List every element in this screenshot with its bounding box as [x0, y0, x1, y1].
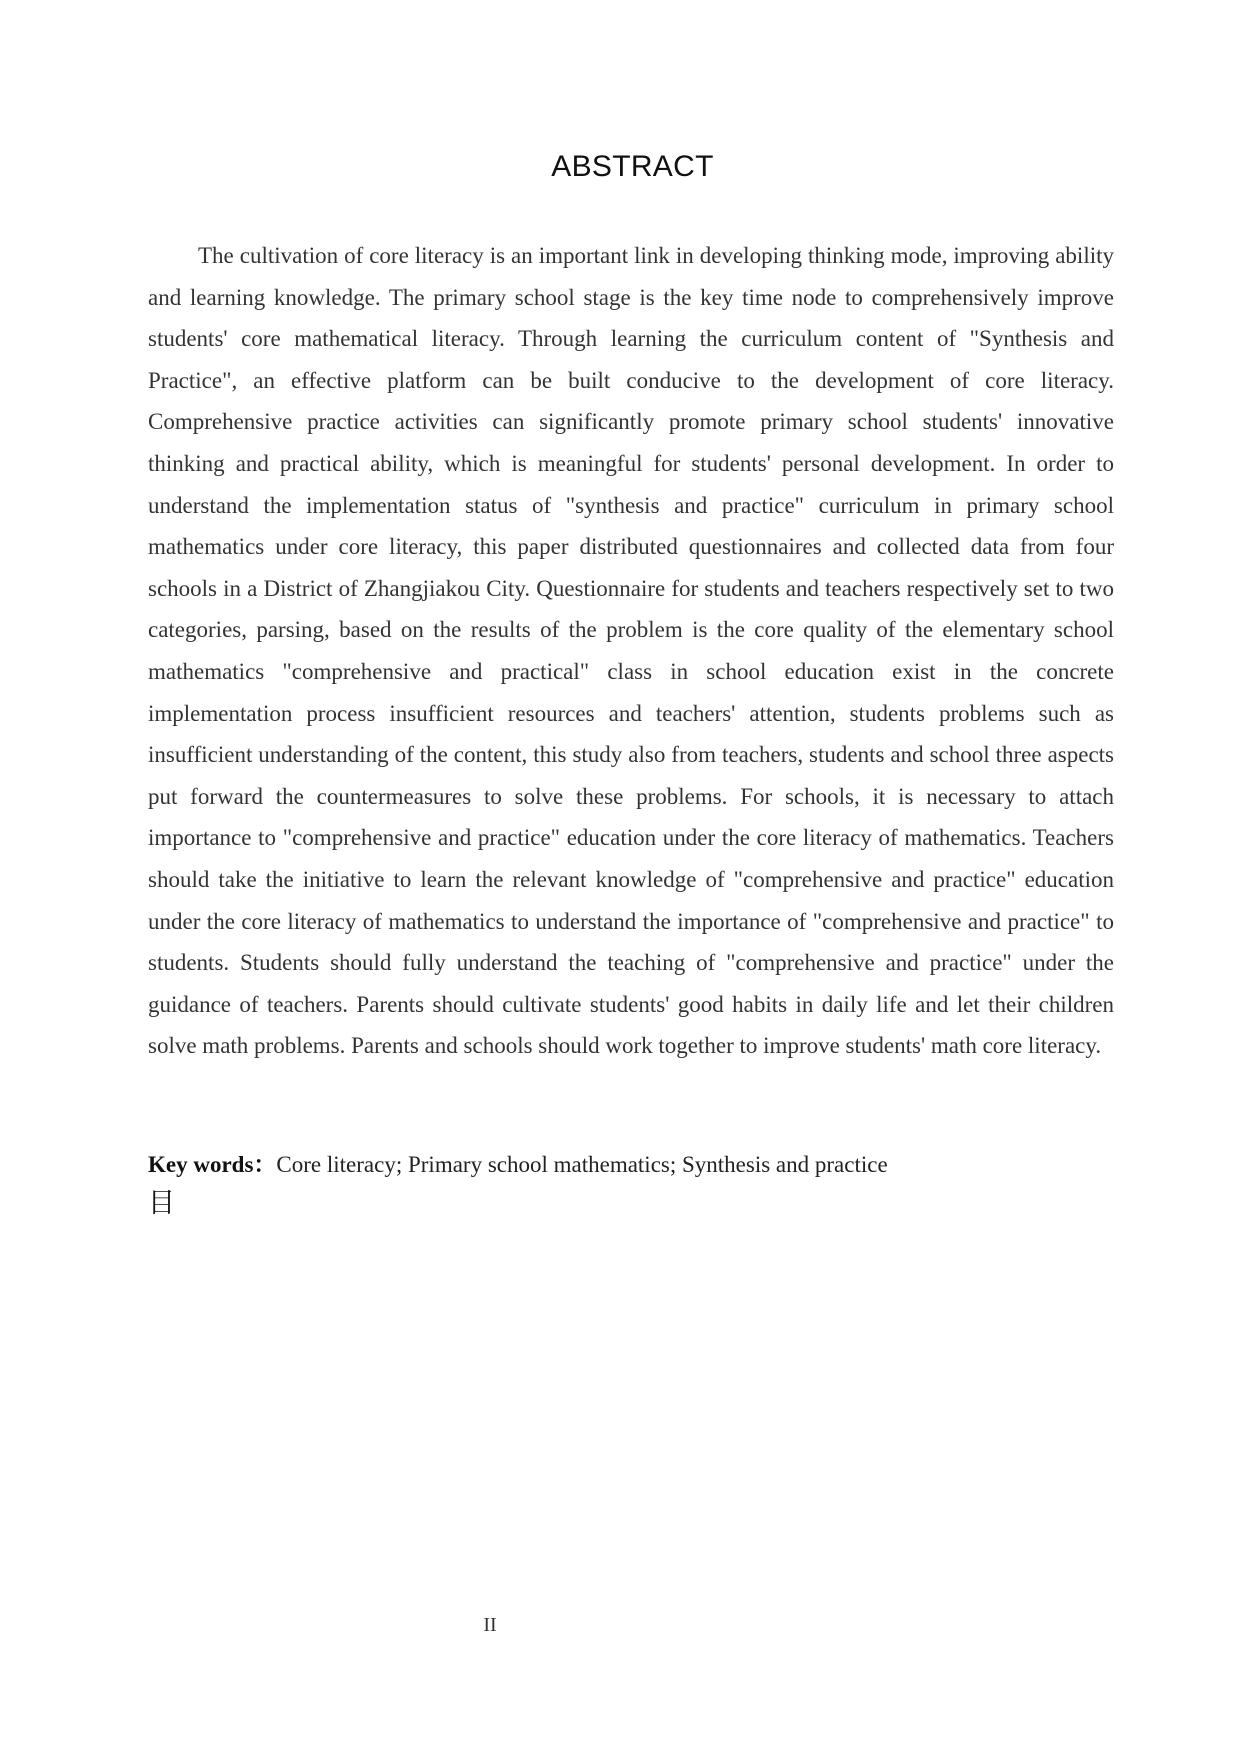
abstract-body: The cultivation of core literacy is an important link in developing thinking mode, improving ability and learning knowledge. The primary school stage is the key time node to comprehensively improve students' core mathematical literacy. Through learning the curriculum content of "Synthesis and Practice", an effective platform can be built conducive to the development of core literacy. Comprehensive practice activities can significantly promote primary school students' innovative thinking and practical ability, which is meaningful for students' personal development. In order to understand the implementation status of "synthesis and practice" curriculum in primary school mathematics under core literacy, this paper distributed questionnaires and collected data from four schools in a District of Zhangjiakou City. Questionnaire for students and teachers respectively set to two categories, parsing, based on the results of the problem is the core quality of the elementary school mathematics "comprehensive and practical" class in school education exist in the concrete implementation process insufficient resources and teachers' attention, students problems such as insufficient understanding of the content, this study also from teachers, students and school three aspects put forward the countermeasures to solve these problems. For schools, it is necessary to attach importance to "comprehensive and practice" education under the core literacy of mathematics. Teachers should take the initiative to learn the relevant knowledge of "comprehensive and practice" education under the core literacy of mathematics to understand the importance of "comprehensive and practice" to students. Students should fully understand the teaching of "comprehensive and practice" under the guidance of teachers. Parents should cultivate students' good habits in daily life and let their children solve math problems. Parents and schools should work together to improve students' math core literacy. — [148, 243, 1114, 1059]
keywords-text: Core literacy; Primary school mathematics; Synthesis and practice — [276, 1152, 888, 1177]
toc-heading-fragment: 目 — [148, 1188, 175, 1219]
keywords-line — [148, 1145, 1114, 1185]
keywords-label: Key words： — [148, 1152, 277, 1177]
page-number: II — [483, 1614, 497, 1636]
abstract-title: ABSTRACT — [551, 150, 714, 183]
